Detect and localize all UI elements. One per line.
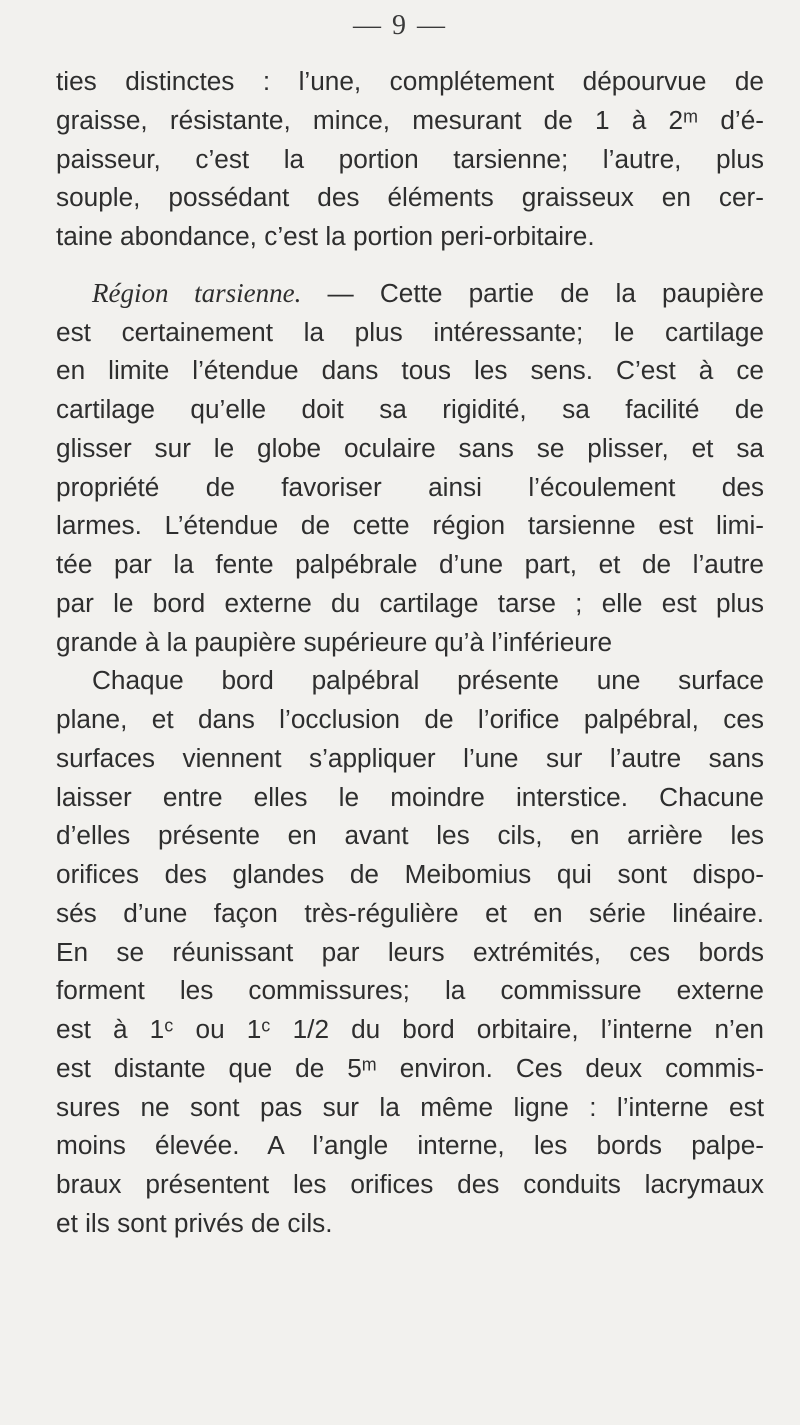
text-line: souple, possédant des éléments graisseux en cer-	[56, 182, 764, 213]
text-line: braux présentent les orifices des conduits lacrymaux	[56, 1169, 764, 1199]
text-line: orifices des glandes de Meibomius qui sont dispo-	[56, 859, 764, 889]
section-title: Région tarsienne.	[92, 277, 302, 308]
text-line: est certainement la plus intéressante; le cartilage	[56, 316, 764, 347]
text-line: paisseur, c’est la portion tarsienne; l’autre, plus	[56, 143, 764, 174]
text-line: et ils sont privés de cils.	[56, 1207, 333, 1238]
text-line: En se réunissant par leurs extrémités, ces bords	[56, 936, 764, 967]
text-line: sés d’une façon très-régulière et en série linéaire.	[56, 897, 764, 928]
text-line: moins élevée. A l’angle interne, les bords palpe-	[56, 1130, 764, 1161]
text-line: plane, et dans l’occlusion de l’orifice palpébral, ces	[56, 704, 764, 734]
text-line: forment les commissures; la commissure externe	[56, 975, 764, 1006]
paragraph-spacer	[56, 256, 764, 274]
section-heading-line	[56, 274, 764, 313]
paragraph-2	[56, 274, 764, 1243]
page-number: — 9 —	[353, 10, 447, 41]
body-text	[56, 62, 764, 1243]
text-line: d’elles présente en avant les cils, en arrière les	[56, 820, 764, 851]
text-line: propriété de favoriser ainsi l’écoulement des	[56, 471, 764, 502]
text-line: tée par la fente palpébrale d’une part, et de l’autre	[56, 549, 764, 579]
text-line: sures ne sont pas sur la même ligne : l’interne est	[56, 1091, 764, 1122]
text-line: est distante que de 5ᵐ environ. Ces deux commis-	[56, 1052, 764, 1083]
text-line: par le bord externe du cartilage tarse ; elle est plus	[56, 587, 764, 618]
text-line: cartilage qu’elle doit sa rigidité, sa facilité de	[56, 394, 764, 424]
text-line: larmes. L’étendue de cette région tarsienne est limi-	[56, 510, 764, 541]
text-line: surfaces viennent s’appliquer l’une sur l’autre sans	[56, 742, 764, 773]
text-line: ties distinctes : l’une, complétement dépourvue de	[56, 66, 764, 96]
text-line: graisse, résistante, mince, mesurant de 1 à 2ᵐ d’é-	[56, 104, 764, 135]
paragraph-1	[56, 62, 764, 256]
text-line: grande à la paupière supérieure qu’à l’inférieure	[56, 626, 613, 657]
text-line: Chaque bord palpébral présente une surface	[92, 665, 764, 696]
text-line: taine abondance, c’est la portion peri-orbitaire.	[56, 221, 595, 251]
text-line: laisser entre elles le moindre interstice. Chacune	[56, 781, 764, 812]
text-line: glisser sur le globe oculaire sans se plisser, et sa	[56, 432, 764, 463]
text-line: est à 1ᶜ ou 1ᶜ 1/2 du bord orbitaire, l’interne n’en	[56, 1014, 764, 1044]
heading-line-rest: — Cette partie de la paupière	[301, 277, 764, 308]
text-line: en limite l’étendue dans tous les sens. C’est à ce	[56, 355, 764, 386]
